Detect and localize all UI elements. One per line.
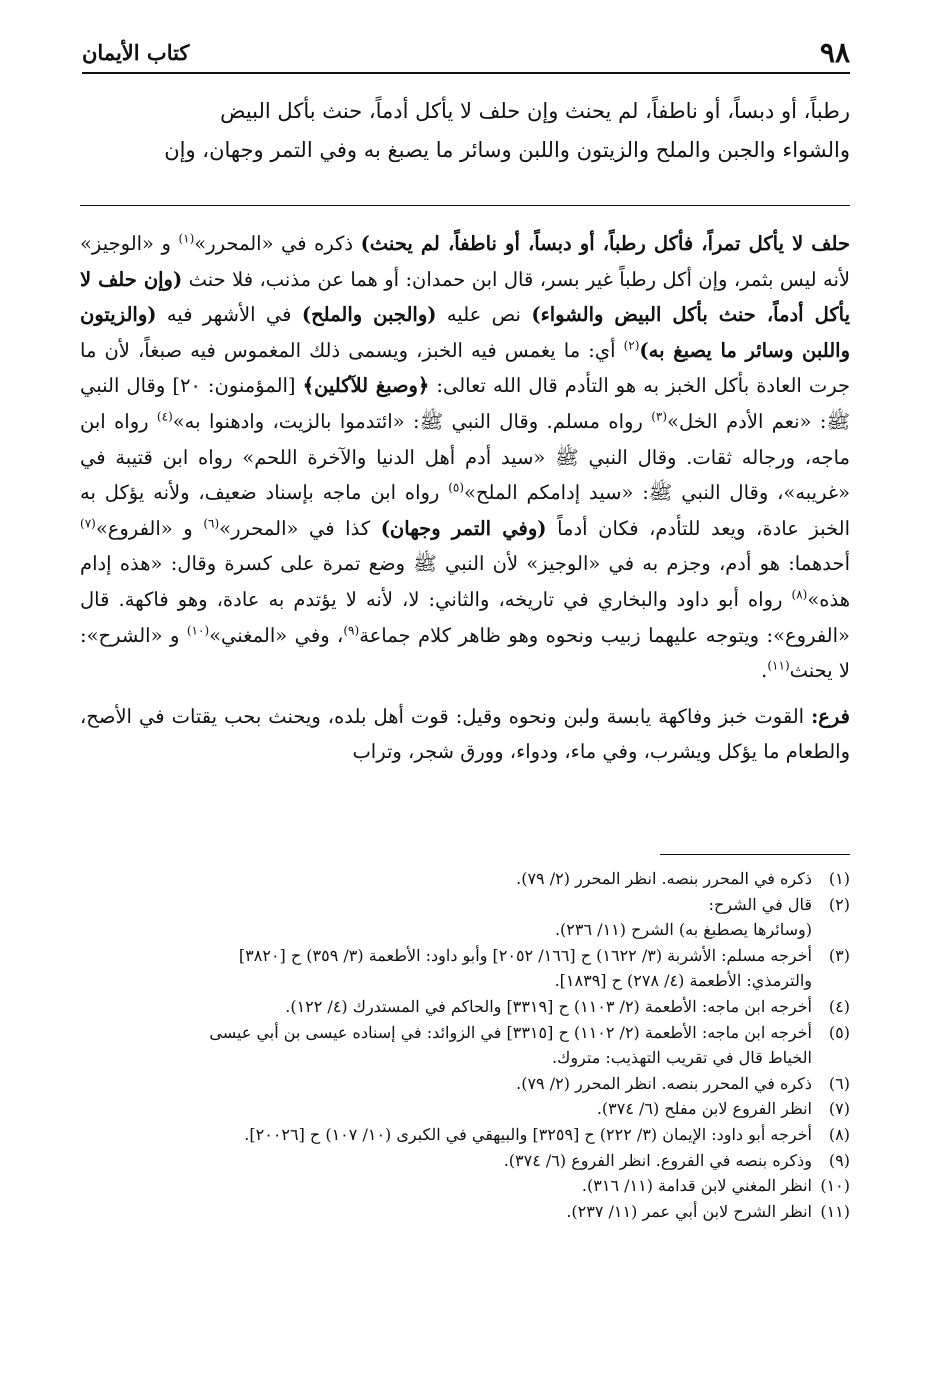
footnote-ref[interactable]: (٢) [623, 338, 640, 353]
footnote-number: (٢) [828, 894, 850, 914]
footnote-number: (١١) [820, 1201, 850, 1221]
commentary-text: و «الشرح»: لا يحنث [80, 623, 850, 683]
running-title: كتاب الأيمان [82, 40, 190, 65]
footnote-number: (٩) [828, 1150, 850, 1170]
footnote-separator [660, 854, 850, 855]
footnotes [80, 866, 850, 1224]
footnote [80, 994, 850, 1020]
quoted-text: حلف لا يأكل تمراً، فأكل رطباً، أو دبساً، أو ناطفاً، لم يحنث) [360, 232, 851, 255]
commentary-text: رواه ابن ماجه، ورجاله ثقات. وقال النبي ﷺ «سيد أدم أهل الدنيا والآخرة اللحم» رواه ابن قتيبة في «غريبه»، وقال النبي ﷺ: «سيد إدامكم الملح» [80, 409, 850, 505]
footnote-ref[interactable]: (٨) [791, 587, 808, 602]
commentary-paragraph [80, 226, 850, 689]
quoted-text: (وإن حلف لا يأكل أدماً، حنث بأكل البيض والشواء) [80, 267, 850, 327]
footnote [80, 1173, 850, 1199]
footnote-ref[interactable]: (٧) [80, 516, 96, 531]
footnote-number: (٤) [828, 996, 850, 1016]
footnote-text: الخياط قال في تقريب التهذيب: متروك. [552, 1048, 812, 1068]
footnote-text: انظر الفروع لابن مفلح (٦/ ٣٧٤). [596, 1099, 812, 1119]
page-header [82, 34, 850, 74]
footnote-number: (٥) [828, 1022, 850, 1042]
footnote-number: (٦) [828, 1073, 850, 1093]
footnote-number: (١٠) [820, 1176, 850, 1196]
footnote-ref[interactable]: (١١) [767, 658, 790, 673]
commentary-text: القوت خبز وفاكهة يابسة ولبن ونحوه وقيل: قوت أهل بلده، ويحنث بحب يقتات في الأصح، والطعام ما يؤكل ويشرب، وفي ماء، ودواء، وورق شجر، وتراب [80, 704, 850, 764]
quran-verse: ﴿وصبغ للآكلين﴾ [302, 374, 430, 398]
footnote-text: انظر الشرح لابن أبي عمر (١١/ ٢٣٧). [566, 1201, 812, 1221]
footnote [80, 892, 850, 943]
commentary-paragraph [80, 699, 850, 770]
footnote [80, 1148, 850, 1174]
footnote-ref[interactable]: (٥) [448, 480, 465, 495]
footnote-text: أخرجه مسلم: الأشربة (٣/ ١٦٢٢) ح [١٦٦/ ٢٠٥٢] وأبو داود: الأطعمة (٣/ ٣٥٩) ح [٣٨٢٠] [238, 945, 812, 965]
commentary-text: و «الوجيز» لأنه ليس بثمر، وإن أكل رطباً غير بسر، قال ابن حمدان: أو هما عن مذنب، فلا حنث [80, 232, 850, 291]
footnote-text: انظر المغني لابن قدامة (١١/ ٣١٦). [581, 1176, 812, 1196]
commentary-text: رواه ابن ماجه بإسناد ضعيف، ولأنه يؤكل به الخبز عادة، ويعد للتأدم، فكان أدماً [80, 481, 851, 540]
footnote-text: أخرجه أبو داود: الإيمان (٣/ ٢٢٢) ح [٣٢٥٩] والبيهقي في الكبرى (١٠/ ١٠٧) ح [٢٠٠٢٦]. [244, 1124, 812, 1144]
commentary-text: رواه مسلم. وقال النبي ﷺ: «ائتدموا بالزيت، وادهنوا به» [172, 409, 652, 433]
footnote-text: (وسائرها يصطبغ به) الشرح (١١/ ٢٣٦). [554, 920, 812, 940]
footnote-ref[interactable]: (٩) [343, 623, 360, 638]
footnote-text: قال في الشرح: [708, 894, 812, 914]
footnote [80, 1199, 850, 1225]
footnote-ref[interactable]: (٣) [651, 409, 668, 424]
commentary [80, 226, 850, 770]
section-label: فرع: [811, 704, 850, 728]
commentary-text: [المؤمنون: ٢٠] وقال النبي ﷺ: «نعم الأدم الخل» [80, 374, 850, 433]
footnote [80, 943, 850, 994]
footnote-ref[interactable]: (٦) [203, 516, 220, 531]
commentary-text: ، وفي «المغني» [209, 623, 344, 647]
commentary-text: أحدهما: هو أدم، وجزم به في «الوجيز» لأن النبي ﷺ وضع تمرة على كسرة وقال: «هذه إدام هذه» [80, 552, 850, 611]
footnote-text: ذكره في المحرر بنصه. انظر المحرر (٢/ ٧٩). [516, 869, 812, 888]
footnote [80, 1071, 850, 1097]
footnote-text: وذكره بنصه في الفروع. انظر الفروع (٦/ ٣٧٤). [503, 1150, 812, 1170]
commentary-text: كذا في «المحرر» [219, 516, 381, 540]
quoted-text: (والجبن والملح) [301, 303, 437, 327]
footnote-text: أخرجه ابن ماجه: الأطعمة (٢/ ١١٠٢) ح [٣٣١٥] في الزوائد: في إسناده عيسى بن أبي عيسى [209, 1022, 812, 1042]
commentary-text: رواه أبو داود والبخاري في تاريخه، والثاني: لا، لأنه لا يؤتدم به عادة، وهو فاكهة. قال «الفروع»: ويتوجه عليهما زبيب ونحوه وهو ظاهر كلام جماعة [80, 587, 850, 647]
footnote-text: ذكره في المحرر بنصه. انظر المحرر (٢/ ٧٩). [516, 1073, 812, 1093]
footnote-ref[interactable]: (٤) [156, 409, 173, 424]
footnote-number: (٧) [828, 1099, 850, 1119]
page-number: ٩٨ [819, 36, 850, 69]
commentary-text: في الأشهر فيه [156, 303, 302, 327]
footnote-number: (١) [828, 869, 850, 888]
footnote-ref[interactable]: (١) [178, 231, 195, 246]
footnote [80, 1096, 850, 1122]
footnote-number: (٨) [828, 1124, 850, 1144]
footnote-text: والترمذي: الأطعمة (٤/ ٢٧٨) ح [١٨٣٩]. [554, 971, 812, 991]
footnote [80, 1020, 850, 1071]
footnote-number: (٣) [828, 945, 850, 965]
footnote-ref[interactable]: (١٠) [186, 623, 210, 638]
main-text-line: رطباً، أو دبساً، أو ناطفاً، لم يحنث وإن حلف لا يأكل أدماً، حنث بأكل البيض [220, 99, 850, 123]
separator-rule [80, 205, 850, 206]
commentary-text: أي: ما يغمس فيه الخبز، ويسمى ذلك المغموس فيه صبغاً، لأن ما جرت العادة بأكل الخبز به هو التأدم قال الله تعالى: [80, 338, 851, 398]
footnote [80, 1122, 850, 1148]
commentary-text: نص عليه [436, 303, 532, 327]
quoted-text: (والزيتون واللبن وسائر ما يصبغ به) [80, 303, 851, 362]
commentary-text: . [761, 659, 768, 683]
footnote-text: أخرجه ابن ماجه: الأطعمة (٢/ ١١٠٣) ح [٣٣١٩] والحاكم في المستدرك (٤/ ١٢٢). [285, 996, 812, 1016]
main-text-line: والشواء والجبن والملح والزيتون واللبن وسائر ما يصبغ به وفي التمر وجهان، وإن [164, 138, 850, 162]
quoted-text: (وفي التمر وجهان) [380, 516, 547, 540]
footnote [80, 866, 850, 892]
main-text [80, 92, 850, 170]
commentary-text: ذكره في «المحرر» [194, 232, 361, 255]
commentary-text: و «الفروع» [95, 516, 204, 540]
